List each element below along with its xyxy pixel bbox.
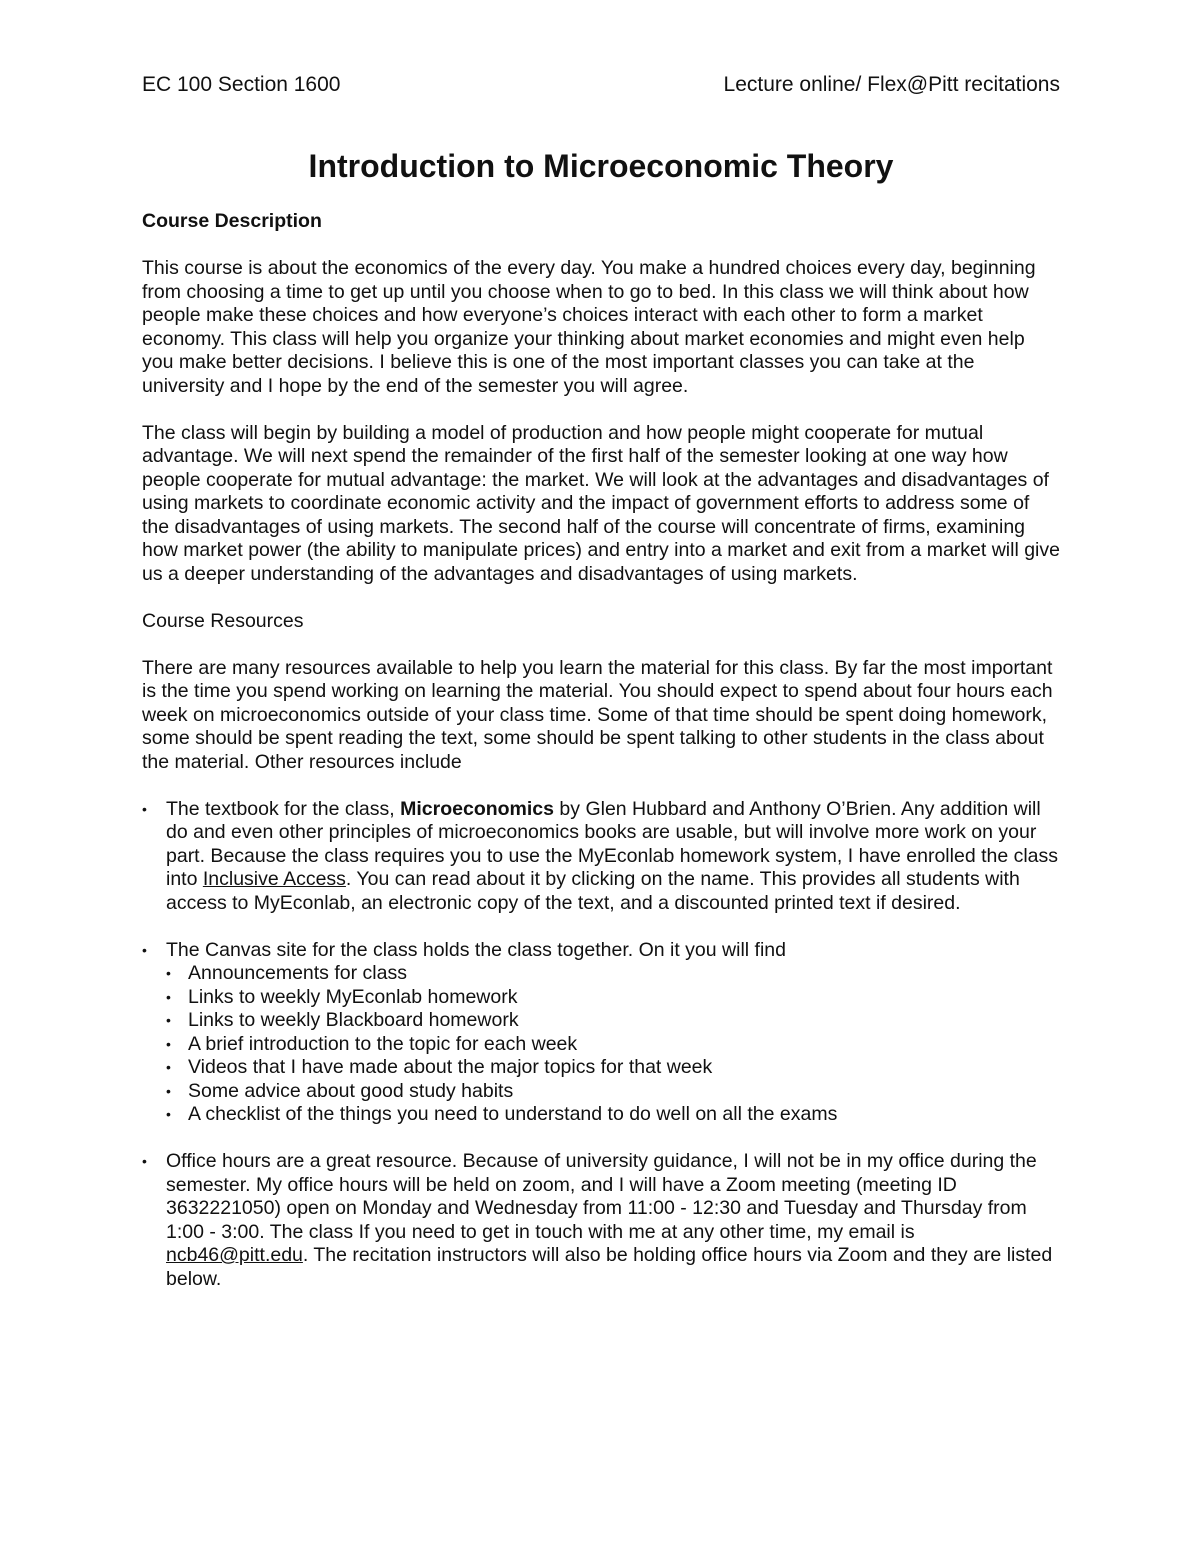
list-item: • Links to weekly MyEconlab homework — [166, 986, 1060, 1010]
list-item: • Some advice about good study habits — [166, 1080, 1060, 1104]
resources-intro: There are many resources available to help you learn the material for this class. By far the most important is the time you spend working on learning the material. You should expect to spend about four hours each week on microeconomics outside of your class time. Some of that time should be spent doing homework, some should be spent reading the text, some should be spent talking to other students in the class about the material. Other resources include — [142, 656, 1053, 773]
textbook-text-2: by Glen Hubbard and Anthony O’Brien. Any addition will do and even other principles of microeconomics books are usable, but will involve more work on your part. Because the class requires you to use the MyEconlab homework system, I have enrolled the class into — [166, 797, 1059, 890]
email-link[interactable]: ncb46@pitt.edu — [166, 1244, 303, 1266]
list-item-office-hours — [142, 1150, 1060, 1291]
course-resources-heading: Course Resources — [142, 609, 304, 632]
textbook-title: Microeconomics — [400, 797, 555, 820]
document-body — [142, 210, 1060, 1315]
description-paragraph-1: This course is about the economics of the every day. You make a hundred choices every day, beginning from choosing a time to get up until you choose when to go to bed. In this class we will think about how people make these choices and how everyone’s choices interact with each other to form a market economy. This class will help you organize your thinking about market economies and might even help you make better decisions. I believe this is one of the most important classes you can take at the university and I hope by the end of the semester you will agree. — [142, 257, 1036, 397]
description-paragraph-2: The class will begin by building a model of production and how people might cooperate for mutual advantage. We will next spend the remainder of the first half of the semester looking at one way how people cooperate for mutual advantage: the market. We will look at the advantages and disadvantages of using markets to coordinate economic activity and the impact of government efforts to address some of the disadvantages of using markets. The second half of the course will concentrate of firms, examining how market power (the ability to manipulate prices) and entry into a market and exit from a market will give us a deeper understanding of the advantages and disadvantages of using markets. — [142, 421, 1060, 585]
list-item: • A checklist of the things you need to understand to do well on all the exams — [166, 1103, 1060, 1127]
list-item-textbook — [142, 798, 1060, 916]
list-item: • Videos that I have made about the major topics for that week — [166, 1056, 1060, 1080]
textbook-text-3: . You can read about it by clicking on the name. This provides all students with access to MyEconlab, an electronic copy of the text, and a discounted printed text if desired. — [166, 868, 1020, 914]
textbook-text-1: The textbook for the class, — [166, 797, 401, 820]
canvas-sublist — [166, 962, 1060, 1127]
canvas-intro: The Canvas site for the class holds the class together. On it you will find — [166, 938, 786, 961]
resources-list — [142, 798, 1060, 1292]
course-format: Lecture online/ Flex@Pitt recitations — [723, 73, 1060, 96]
course-code: EC 100 Section 1600 — [142, 73, 341, 96]
document-title: Introduction to Microeconomic Theory — [308, 148, 894, 184]
office-hours-text-1: Office hours are a great resource. Because of university guidance, I will not be in my office during the semester. My office hours will be held on zoom, and I will have a Zoom meeting (meeting ID 3632221050) open on Monday and Wednesday from 11:00 - 12:30 and Tuesday and Thursday from 1:00 - 3:00. The class If you need to get in touch with me at any other time, my email is — [166, 1150, 1037, 1243]
course-description-heading: Course Description — [142, 210, 322, 232]
list-item: • A brief introduction to the topic for each week — [166, 1033, 1060, 1057]
inclusive-access-link[interactable]: Inclusive Access — [202, 868, 346, 890]
list-item-canvas — [142, 939, 1060, 1127]
list-item: • Announcements for class — [166, 962, 1060, 986]
list-item: • Links to weekly Blackboard homework — [166, 1009, 1060, 1033]
office-hours-text-2: . The recitation instructors will also be holding office hours via Zoom and they are listed below. — [166, 1244, 1053, 1290]
